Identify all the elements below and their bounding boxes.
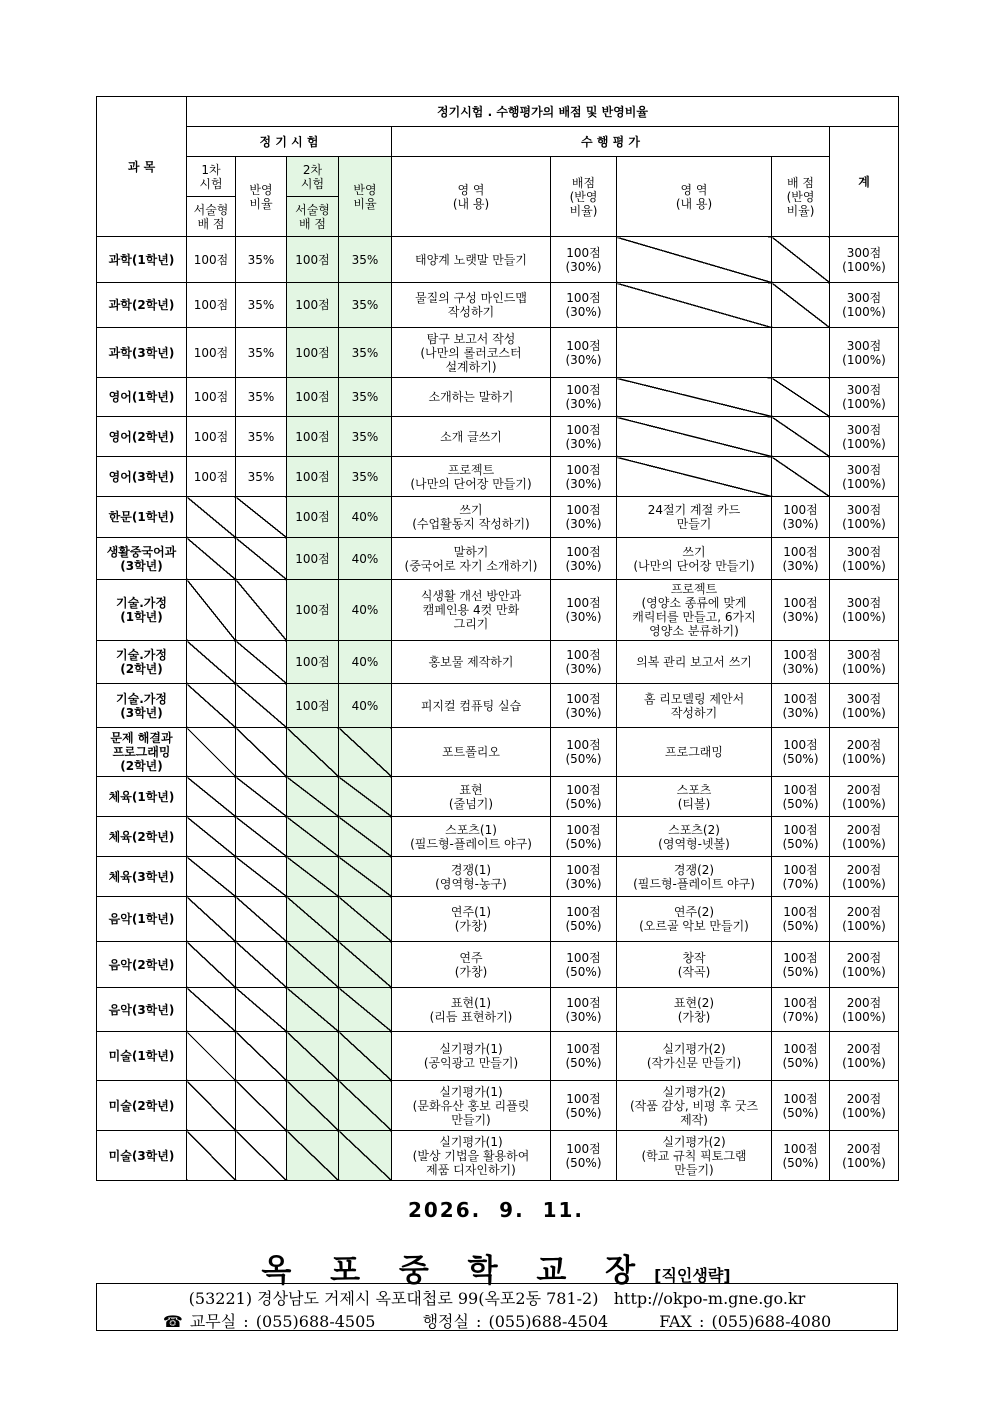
first-exam-score [187,897,236,942]
subject-cell: 음악(3학년) [97,988,187,1032]
second-exam-ratio: 35% [339,378,392,417]
subject-cell: 문제 해결과 프로그래밍 (2학년) [97,728,187,777]
table-row [97,538,899,580]
performance-score-1: 100점 (50%) [551,728,617,777]
subject-cell: 미술(1학년) [97,1032,187,1081]
performance-score-1: 100점 (50%) [551,897,617,942]
performance-area-1: 태양계 노랫말 만들기 [392,237,551,283]
performance-score-2: 100점 (50%) [772,1131,830,1181]
performance-area-2 [617,457,772,497]
performance-area-1: 실기평가(1) (문화유산 홍보 리플릿 만들기) [392,1081,551,1131]
subject-cell: 과학(2학년) [97,283,187,328]
performance-score-1: 100점 (30%) [551,580,617,641]
performance-score-1: 100점 (30%) [551,378,617,417]
performance-score-1: 100점 (30%) [551,684,617,728]
first-exam-ratio [236,497,287,538]
total-cell: 300점 (100%) [830,237,899,283]
performance-score-1: 100점 (30%) [551,328,617,378]
performance-area-1: 연주 (가창) [392,942,551,988]
second-exam-score: 100점 [287,283,339,328]
performance-score-1: 100점 (50%) [551,817,617,857]
total-cell: 300점 (100%) [830,378,899,417]
second-exam-score [287,817,339,857]
performance-score-1: 100점 (30%) [551,857,617,897]
subject-cell: 생활중국어과 (3학년) [97,538,187,580]
subject-cell: 미술(2학년) [97,1081,187,1131]
second-exam-score: 100점 [287,641,339,684]
first-exam-score [187,857,236,897]
performance-area-2 [617,237,772,283]
performance-score-2 [772,457,830,497]
first-ratio-header: 반영 비율 [236,157,287,237]
table-row [97,497,899,538]
subject-cell: 음악(1학년) [97,897,187,942]
performance-score-2 [772,328,830,378]
total-cell: 300점 (100%) [830,580,899,641]
second-exam-score [287,777,339,817]
first-exam-score [187,817,236,857]
performance-area-1: 소개하는 말하기 [392,378,551,417]
performance-area-2: 경쟁(2) (필드형-플레이트 야구) [617,857,772,897]
second-exam-ratio: 40% [339,641,392,684]
total-cell: 300점 (100%) [830,328,899,378]
performance-score-2 [772,283,830,328]
performance-score-1: 100점 (50%) [551,942,617,988]
first-exam-score: 100점 [187,283,236,328]
first-exam-score [187,684,236,728]
first-exam-header: 1차 시험 [187,157,236,197]
table-row [97,237,899,283]
performance-score-1: 100점 (30%) [551,457,617,497]
performance-area-2: 홈 리모델링 제안서 작성하기 [617,684,772,728]
performance-area-1: 표현 (줄넘기) [392,777,551,817]
subject-cell: 영어(3학년) [97,457,187,497]
second-exam-header: 2차 시험 [287,157,339,197]
second-exam-ratio: 40% [339,538,392,580]
performance-score-1: 100점 (50%) [551,1131,617,1181]
subject-cell: 영어(1학년) [97,378,187,417]
second-exam-ratio: 35% [339,328,392,378]
performance-area-2: 스포츠 (티볼) [617,777,772,817]
area-header-2: 영 역 (내 용) [617,157,772,237]
total-cell: 200점 (100%) [830,942,899,988]
performance-area-1: 소개 글쓰기 [392,417,551,457]
subject-cell: 과학(3학년) [97,328,187,378]
second-exam-ratio: 35% [339,417,392,457]
subject-cell: 기술.가정 (1학년) [97,580,187,641]
subject-cell: 미술(3학년) [97,1131,187,1181]
first-exam-ratio [236,538,287,580]
second-exam-ratio: 40% [339,580,392,641]
second-exam-ratio: 40% [339,684,392,728]
performance-score-2: 100점 (30%) [772,538,830,580]
performance-score-2: 100점 (50%) [772,942,830,988]
second-exam-score [287,1131,339,1181]
subject-cell: 음악(2학년) [97,942,187,988]
total-cell: 300점 (100%) [830,497,899,538]
performance-area-2: 실기평가(2) (학교 규칙 픽토그램 만들기) [617,1131,772,1181]
performance-score-1: 100점 (30%) [551,417,617,457]
performance-score-2: 100점 (50%) [772,1081,830,1131]
first-exam-ratio: 35% [236,283,287,328]
first-exam-ratio [236,857,287,897]
performance-area-1: 경쟁(1) (영역형-농구) [392,857,551,897]
performance-area-1: 포트폴리오 [392,728,551,777]
first-exam-score [187,1081,236,1131]
second-essay-header: 서술형 배 점 [287,197,339,237]
performance-score-2: 100점 (50%) [772,728,830,777]
second-exam-score [287,988,339,1032]
performance-score-2: 100점 (50%) [772,1032,830,1081]
performance-score-2 [772,417,830,457]
performance-score-1: 100점 (50%) [551,1032,617,1081]
performance-score-2: 100점 (30%) [772,497,830,538]
table-row [97,942,899,988]
admin-phone: 행정실 : (055)688-4504 [422,1312,609,1331]
performance-area-1: 홍보물 제작하기 [392,641,551,684]
first-exam-score [187,538,236,580]
performance-score-2: 100점 (70%) [772,857,830,897]
table-row [97,641,899,684]
table-row [97,1081,899,1131]
first-exam-ratio [236,777,287,817]
first-exam-ratio [236,942,287,988]
table-row [97,684,899,728]
performance-score-1: 100점 (30%) [551,988,617,1032]
score-ratio-header-1: 배점 (반영 비율) [551,157,617,237]
total-cell: 200점 (100%) [830,857,899,897]
subject-header: 과 목 [97,97,187,237]
first-exam-score [187,728,236,777]
subject-cell: 기술.가정 (3학년) [97,684,187,728]
performance-area-1: 식생활 개선 방안과 캠페인용 4컷 만화 그리기 [392,580,551,641]
total-cell: 200점 (100%) [830,988,899,1032]
total-cell: 300점 (100%) [830,684,899,728]
performance-score-2: 100점 (30%) [772,580,830,641]
performance-area-2 [617,378,772,417]
second-exam-score: 100점 [287,378,339,417]
first-exam-score [187,497,236,538]
second-ratio-header: 반영 비율 [339,157,392,237]
second-exam-ratio: 40% [339,497,392,538]
first-exam-score [187,777,236,817]
second-exam-ratio [339,897,392,942]
second-exam-ratio [339,817,392,857]
first-exam-ratio [236,1131,287,1181]
second-exam-ratio: 35% [339,457,392,497]
second-exam-ratio [339,988,392,1032]
first-exam-ratio: 35% [236,417,287,457]
first-exam-ratio [236,897,287,942]
first-essay-header: 서술형 배 점 [187,197,236,237]
phone-icon: ☎ [162,1312,183,1331]
second-exam-ratio [339,1131,392,1181]
assessment-table [96,96,899,1181]
performance-area-2: 의복 관리 보고서 쓰기 [617,641,772,684]
performance-header: 수 행 평 가 [392,127,830,157]
second-exam-score [287,857,339,897]
first-exam-ratio [236,728,287,777]
table-row [97,817,899,857]
second-exam-score: 100점 [287,328,339,378]
performance-score-2: 100점 (50%) [772,817,830,857]
performance-score-1: 100점 (30%) [551,497,617,538]
document-date: 2026. 9. 11. [407,1198,585,1222]
first-exam-ratio [236,641,287,684]
performance-area-1: 스포츠(1) (필드형-플레이트 야구) [392,817,551,857]
second-exam-ratio [339,942,392,988]
first-exam-score: 100점 [187,417,236,457]
total-cell: 300점 (100%) [830,283,899,328]
school-footer [96,1283,898,1331]
subject-cell: 기술.가정 (2학년) [97,641,187,684]
performance-area-1: 실기평가(1) (발상 기법을 활용하여 제품 디자인하기) [392,1131,551,1181]
first-exam-ratio [236,684,287,728]
subject-cell: 영어(2학년) [97,417,187,457]
performance-score-2: 100점 (70%) [772,988,830,1032]
second-exam-score [287,942,339,988]
school-address: (53221) 경상남도 거제시 옥포대첩로 99(옥포2동 781-2) http://okpo-m.gne.go.kr [188,1289,806,1308]
performance-area-1: 프로젝트 (나만의 단어장 만들기) [392,457,551,497]
table-row [97,417,899,457]
performance-area-2: 쓰기 (나만의 단어장 만들기) [617,538,772,580]
score-ratio-header-2: 배 점 (반영 비율) [772,157,830,237]
performance-area-2: 프로그래밍 [617,728,772,777]
second-exam-ratio [339,1081,392,1131]
first-exam-ratio [236,988,287,1032]
performance-area-2 [617,417,772,457]
first-exam-score: 100점 [187,457,236,497]
first-exam-score [187,988,236,1032]
second-exam-score [287,1081,339,1131]
performance-area-2: 프로젝트 (영양소 종류에 맞게 캐릭터를 만들고, 6가지 영양소 분류하기) [617,580,772,641]
performance-area-2: 창작 (작곡) [617,942,772,988]
performance-area-2: 연주(2) (오르골 악보 만들기) [617,897,772,942]
second-exam-score: 100점 [287,237,339,283]
total-cell: 200점 (100%) [830,1032,899,1081]
performance-area-1: 표현(1) (리듬 표현하기) [392,988,551,1032]
total-cell: 200점 (100%) [830,1081,899,1131]
subject-cell: 체육(2학년) [97,817,187,857]
first-exam-score [187,942,236,988]
performance-area-2: 실기평가(2) (작품 감상, 비평 후 굿즈 제작) [617,1081,772,1131]
principal-name: 옥 포 중 학 교 장 [261,1253,650,1289]
performance-score-1: 100점 (30%) [551,283,617,328]
performance-score-1: 100점 (50%) [551,1081,617,1131]
performance-area-1: 쓰기 (수업활동지 작성하기) [392,497,551,538]
first-exam-score: 100점 [187,328,236,378]
first-exam-ratio [236,580,287,641]
performance-area-1: 피지컬 컴퓨팅 실습 [392,684,551,728]
second-exam-score: 100점 [287,684,339,728]
first-exam-score: 100점 [187,237,236,283]
performance-area-1: 물질의 구성 마인드맵 작성하기 [392,283,551,328]
table-row [97,777,899,817]
performance-score-2: 100점 (50%) [772,897,830,942]
total-cell: 200점 (100%) [830,897,899,942]
first-exam-ratio: 35% [236,457,287,497]
table-row [97,897,899,942]
table-row [97,378,899,417]
second-exam-score: 100점 [287,580,339,641]
performance-area-1: 실기평가(1) (공익광고 만들기) [392,1032,551,1081]
table-row [97,1131,899,1181]
total-cell: 200점 (100%) [830,777,899,817]
performance-area-2 [617,283,772,328]
second-exam-ratio [339,777,392,817]
performance-area-2: 24절기 계절 카드 만들기 [617,497,772,538]
performance-score-1: 100점 (30%) [551,538,617,580]
regular-exam-header: 정 기 시 험 [187,127,392,157]
performance-score-2: 100점 (30%) [772,641,830,684]
first-exam-ratio [236,817,287,857]
contact-line [97,1309,897,1332]
performance-score-2: 100점 (50%) [772,777,830,817]
first-exam-ratio: 35% [236,237,287,283]
second-exam-ratio [339,857,392,897]
first-exam-score [187,1032,236,1081]
table-row [97,988,899,1032]
total-cell: 200점 (100%) [830,1131,899,1181]
first-exam-ratio [236,1081,287,1131]
table-row [97,728,899,777]
total-cell: 300점 (100%) [830,641,899,684]
first-exam-ratio: 35% [236,378,287,417]
fax-number: FAX : (055)688-4080 [659,1312,832,1331]
table-row [97,580,899,641]
performance-score-1: 100점 (30%) [551,237,617,283]
first-exam-score [187,580,236,641]
first-exam-ratio [236,1032,287,1081]
performance-score-1: 100점 (50%) [551,777,617,817]
seal-omitted: [직인생략] [654,1266,731,1285]
table-row [97,283,899,328]
performance-area-2 [617,328,772,378]
subject-cell: 체육(1학년) [97,777,187,817]
subject-cell: 과학(1학년) [97,237,187,283]
performance-area-1: 말하기 (중국어로 자기 소개하기) [392,538,551,580]
second-exam-score [287,897,339,942]
second-exam-ratio [339,1032,392,1081]
table-row [97,857,899,897]
second-exam-score: 100점 [287,538,339,580]
first-exam-ratio: 35% [236,328,287,378]
second-exam-score [287,728,339,777]
performance-area-2: 스포츠(2) (영역형-넷볼) [617,817,772,857]
total-header: 계 [830,127,899,237]
performance-score-2 [772,378,830,417]
table-row [97,1032,899,1081]
first-exam-score: 100점 [187,378,236,417]
performance-area-1: 연주(1) (가창) [392,897,551,942]
subject-cell: 한문(1학년) [97,497,187,538]
performance-score-2: 100점 (30%) [772,684,830,728]
second-exam-score: 100점 [287,457,339,497]
performance-score-1: 100점 (30%) [551,641,617,684]
performance-score-2 [772,237,830,283]
performance-area-2: 표현(2) (가창) [617,988,772,1032]
first-exam-score [187,641,236,684]
table-title: 정기시험 . 수행평가의 배점 및 반영비율 [187,97,899,127]
total-cell: 300점 (100%) [830,417,899,457]
table-row [97,457,899,497]
table-row [97,328,899,378]
office-phone: 교무실 : (055)688-4505 [189,1312,376,1331]
second-exam-ratio: 35% [339,283,392,328]
second-exam-ratio [339,728,392,777]
area-header-1: 영 역 (내 용) [392,157,551,237]
second-exam-score: 100점 [287,497,339,538]
total-cell: 300점 (100%) [830,538,899,580]
subject-cell: 체육(3학년) [97,857,187,897]
total-cell: 200점 (100%) [830,817,899,857]
performance-area-2: 실기평가(2) (작가신문 만들기) [617,1032,772,1081]
second-exam-ratio: 35% [339,237,392,283]
total-cell: 300점 (100%) [830,457,899,497]
first-exam-score [187,1131,236,1181]
total-cell: 200점 (100%) [830,728,899,777]
performance-area-1: 탐구 보고서 작성 (나만의 롤러코스터 설계하기) [392,328,551,378]
second-exam-score: 100점 [287,417,339,457]
second-exam-score [287,1032,339,1081]
